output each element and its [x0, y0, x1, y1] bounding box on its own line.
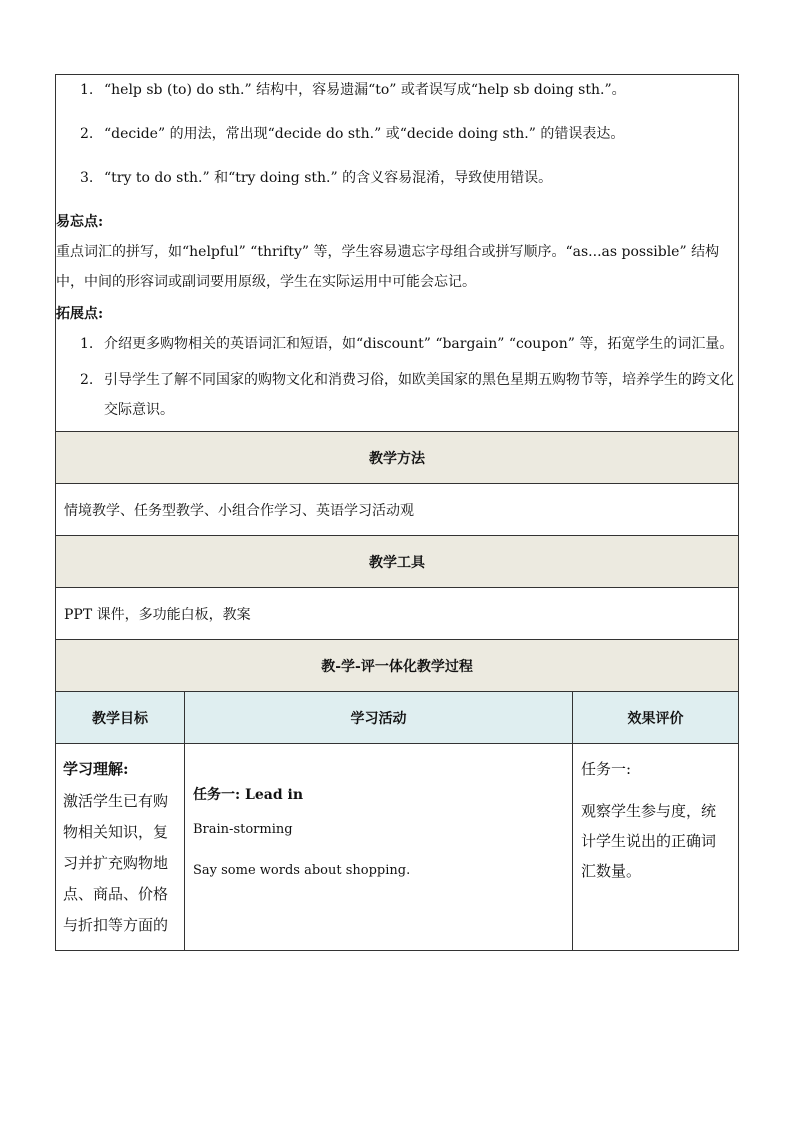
- tools-heading: 教学工具: [56, 536, 739, 588]
- goal-cell: [56, 744, 185, 951]
- activity-title: 任务一: Lead in: [193, 787, 304, 803]
- list-item: 2. 引导学生了解不同国家的购物文化和消费习俗，如欧美国家的黑色星期五购物节等，培养学生的跨文化交际意识。: [80, 372, 734, 418]
- method-heading: 教学方法: [56, 432, 739, 484]
- tools-text: PPT 课件，多功能白板，教案: [56, 588, 739, 640]
- process-heading: 教-学-评一体化教学过程: [56, 640, 739, 692]
- list-item: 2. “decide” 的用法，常出现“decide do sth.” 或“decide doing sth.” 的错误表达。: [80, 126, 625, 142]
- evaluation-text: 观察学生参与度，统计学生说出的正确词汇数量。: [581, 802, 717, 880]
- activity-line: Say some words about shopping.: [193, 863, 411, 878]
- list-item: 1. 介绍更多购物相关的英语词汇和短语，如“discount” “bargain” “coupon” 等，拓宽学生的词汇量。: [80, 336, 734, 352]
- table-row: [56, 744, 739, 951]
- column-header-evaluation: 效果评价: [573, 692, 739, 744]
- method-text: 情境教学、任务型教学、小组合作学习、英语学习活动观: [56, 484, 739, 536]
- evaluation-title: 任务一:: [581, 760, 632, 778]
- column-header-goal: 教学目标: [56, 692, 185, 744]
- goal-text: 激活学生已有购物相关知识，复习并扩充购物地点、商品、价格与折扣等方面的: [63, 792, 169, 934]
- goal-title: 学习理解:: [63, 760, 129, 778]
- evaluation-cell: [573, 744, 739, 951]
- column-header-activity: 学习活动: [185, 692, 573, 744]
- list-item: 1. “help sb (to) do sth.” 结构中，容易遗漏“to” 或者误写成“help sb doing sth.”。: [80, 82, 626, 98]
- error-list: [56, 75, 738, 193]
- analysis-section: [56, 75, 739, 432]
- activity-line: Brain-storming: [193, 822, 293, 837]
- forget-heading: 易忘点:: [56, 214, 104, 230]
- list-item: 3. “try to do sth.” 和“try doing sth.” 的含义容易混淆，导致使用错误。: [80, 170, 553, 186]
- extend-heading: 拓展点:: [56, 306, 104, 322]
- lesson-plan-table: [55, 74, 739, 951]
- activity-cell: [185, 744, 573, 951]
- forget-text: 重点词汇的拼写，如“helpful” “thrifty” 等，学生容易遗忘字母组合或拼写顺序。“as...as possible” 结构中，中间的形容词或副词要用原级，学生在实际运用中可能会忘记。: [56, 244, 720, 290]
- extend-list: [56, 329, 738, 425]
